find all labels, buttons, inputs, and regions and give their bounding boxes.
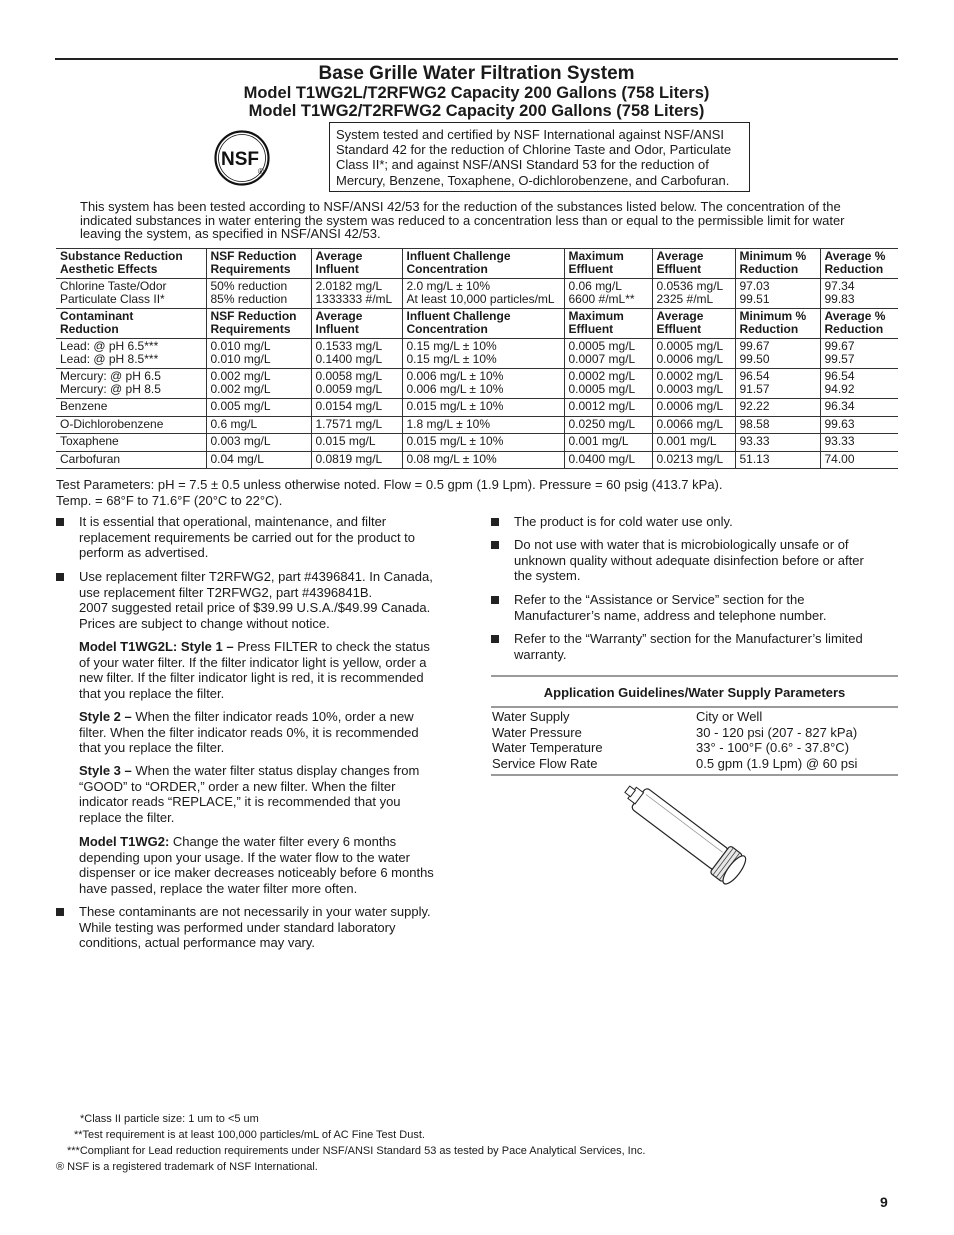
guidelines-bottom-rule (491, 774, 898, 776)
cell-line: Minimum % (739, 309, 807, 323)
nsf-logo (214, 130, 270, 186)
cell-line: Effluent (568, 321, 614, 336)
table-cell (820, 451, 898, 469)
table-cell (56, 399, 206, 417)
cell-line: Effluent (656, 321, 702, 336)
cell-line: 96.34 (824, 399, 855, 413)
cell-line: Average (315, 309, 363, 323)
table-cell (564, 369, 652, 399)
table-cell (56, 339, 206, 369)
page-number: 9 (880, 1194, 888, 1210)
cell-line: 1.8 mg/L ± 10% (406, 416, 491, 431)
model-subtitle-1: Model T1WG2L/T2RFWG2 Capacity 200 Gallons (758 Liters) (243, 84, 710, 102)
table-cell (735, 434, 820, 452)
model2-paragraph: Model T1WG2: Change the water filter every 6 months depending upon your usage. If the water flow to the water dispenser or ice maker decreases noticeably before 6 months have passed, replace the water filter more often. (79, 834, 434, 896)
water-filter-illustration (618, 778, 768, 902)
cell-line: 0.015 mg/L (315, 434, 376, 448)
table-header-cell (206, 309, 311, 339)
cell-line: 99.67 (739, 339, 770, 353)
application-guidelines (491, 675, 898, 776)
cell-line: 0.0006 mg/L (656, 399, 724, 413)
table-row (56, 399, 898, 417)
cell-line: Average % (824, 309, 886, 323)
table-cell (820, 416, 898, 434)
table-header-cell (402, 249, 564, 279)
cell-line: NSF Reduction (210, 249, 297, 263)
table-cell (402, 279, 564, 309)
table-cell (206, 451, 311, 469)
cell-line: 0.0006 mg/L (656, 351, 724, 366)
table-cell (311, 399, 402, 417)
cell-line: 96.54 (824, 369, 855, 383)
guidelines-row (491, 725, 898, 741)
table-cell (735, 416, 820, 434)
cell-line: Minimum % (739, 249, 807, 263)
cell-line: 6600 #/mL** (568, 291, 635, 306)
guidelines-row (491, 740, 898, 756)
table-row (56, 369, 898, 399)
table-cell (206, 399, 311, 417)
intro-line: This system has been tested according to NSF/ANSI 42/53 for the reduction of the substances listed below. The concentration of the (80, 199, 841, 214)
table-cell (735, 279, 820, 309)
style1-heading: Model T1WG2L: Style 1 – (79, 639, 234, 654)
table-cell (311, 369, 402, 399)
table-cell (56, 279, 206, 309)
cert-line: Class II*; and against NSF/ANSI Standard 53 for the reduction of (336, 157, 709, 173)
table-header-cell (564, 309, 652, 339)
cell-line: 0.002 mg/L (210, 381, 271, 396)
guidelines-label: Service Flow Rate (492, 755, 598, 771)
cell-line: Requirements (210, 321, 291, 336)
table-cell (311, 451, 402, 469)
cell-line: 0.0005 mg/L (568, 339, 636, 353)
table-cell (206, 434, 311, 452)
intro-line: leaving the system, as specified in NSF/ANSI 42/53. (80, 226, 381, 241)
cert-line: System tested and certified by NSF International against NSF/ANSI (336, 127, 725, 142)
table-header-row (56, 249, 898, 279)
footnote-trademark: ® NSF is a registered trademark of NSF International. (56, 1161, 318, 1173)
style1-paragraph: Model T1WG2L: Style 1 – Press FILTER to check the status of your water filter. If the filter indicator light is yellow, order a new filter. If the filter indicator light is red, it is recommended that you replace the filter. (79, 639, 430, 701)
cell-line: 0.0536 mg/L (656, 279, 724, 293)
table-header-cell (56, 309, 206, 339)
table-header-cell (652, 249, 735, 279)
table-cell (56, 416, 206, 434)
guidelines-value: City or Well (696, 709, 763, 724)
cell-line: 0.0007 mg/L (568, 351, 636, 366)
cell-line: Requirements (210, 261, 291, 276)
table-header-cell (735, 309, 820, 339)
cell-line: 0.0058 mg/L (315, 369, 383, 383)
table-cell (652, 369, 735, 399)
cell-line: 0.08 mg/L ± 10% (406, 451, 497, 466)
table-cell (652, 279, 735, 309)
table-cell (820, 399, 898, 417)
table-header-row (56, 309, 898, 339)
cell-line: Aesthetic Effects (60, 261, 158, 276)
intro-line: indicated substances in water entering the system was reduced to a concentration less than or equal to the permissible limit for water (80, 212, 845, 228)
cell-line: Average % (824, 249, 886, 263)
table-cell (56, 451, 206, 469)
table-cell (402, 451, 564, 469)
cell-line: 0.001 mg/L (568, 434, 629, 448)
cell-line: Influent (315, 321, 359, 336)
cert-line: Standard 42 for the reduction of Chlorine Taste and Odor, Particulate (336, 142, 732, 158)
cell-line: 2.0182 mg/L (315, 279, 383, 293)
cell-line: 0.0250 mg/L (568, 416, 636, 431)
cell-line: 0.0213 mg/L (656, 451, 724, 466)
cell-line: 99.67 (824, 339, 855, 353)
bullet-square-icon (56, 908, 64, 916)
table-row (56, 434, 898, 452)
cell-line: 0.0005 mg/L (656, 339, 724, 353)
table-header-cell (564, 249, 652, 279)
table-header-cell (402, 309, 564, 339)
test-parameters-line: Test Parameters: pH = 7.5 ± 0.5 unless otherwise noted. Flow = 0.5 gpm (1.9 Lpm). Pressure = 60 psig (413.7 kPa). (56, 477, 723, 492)
cell-line: 0.0154 mg/L (315, 399, 383, 413)
table-cell (564, 399, 652, 417)
cell-line: Reduction (824, 321, 884, 336)
cell-line: 0.010 mg/L (210, 351, 271, 366)
cell-line: 0.06 mg/L (568, 279, 622, 293)
cell-line: Average (315, 249, 363, 263)
cell-line: 0.0002 mg/L (568, 369, 636, 383)
table-row (56, 416, 898, 434)
cell-line: 92.22 (739, 399, 770, 413)
bullet-text: The product is for cold water use only. (514, 514, 733, 529)
guidelines-value: 33° - 100°F (0.6° - 37.8°C) (696, 740, 850, 755)
table-cell (564, 434, 652, 452)
guidelines-mid-rule (491, 706, 898, 708)
guidelines-label: Water Temperature (492, 740, 603, 755)
table-header-cell (820, 249, 898, 279)
cell-line: 0.006 mg/L ± 10% (406, 381, 504, 396)
table-header-cell (311, 309, 402, 339)
cell-line: 99.57 (824, 351, 855, 366)
model2-heading: Model T1WG2: (79, 834, 170, 849)
bullet-square-icon (56, 518, 64, 526)
cell-line: Maximum (568, 249, 624, 263)
table-cell (652, 416, 735, 434)
cell-line: Toxaphene (60, 434, 119, 448)
cell-line: Chlorine Taste/Odor (60, 279, 167, 293)
table-cell (735, 451, 820, 469)
table-header-cell (735, 249, 820, 279)
cell-line: Particulate Class II* (60, 291, 165, 306)
table-cell (206, 369, 311, 399)
cell-line: 0.010 mg/L (210, 339, 271, 353)
nsf-logo-text: NSF (221, 149, 259, 170)
bullet-square-icon (491, 635, 499, 643)
table-row (56, 279, 898, 309)
table-cell (311, 339, 402, 369)
guidelines-label: Water Pressure (492, 724, 582, 740)
table-cell (564, 451, 652, 469)
cell-line: Influent Challenge (406, 249, 511, 263)
cell-line: Mercury: @ pH 6.5 (60, 369, 161, 383)
table-header-cell (311, 249, 402, 279)
cell-line: Influent Challenge (406, 309, 511, 323)
table-cell (652, 399, 735, 417)
cell-line: 51.13 (739, 451, 770, 466)
cell-line: 50% reduction (210, 279, 288, 293)
bullet-square-icon (56, 573, 64, 581)
table-cell (402, 369, 564, 399)
table-cell (735, 399, 820, 417)
cell-line: 0.015 mg/L ± 10% (406, 399, 504, 413)
certification-box (329, 122, 750, 192)
guidelines-table (491, 709, 898, 771)
table-cell (56, 369, 206, 399)
cell-line: 93.33 (824, 434, 855, 448)
table-cell (206, 416, 311, 434)
bullet-text: These contaminants are not necessarily in your water supply. While testing was performed under standard laboratory conditions, actual performance may vary. (79, 904, 431, 950)
guidelines-label: Water Supply (492, 709, 570, 724)
cell-line: 0.15 mg/L ± 10% (406, 339, 497, 353)
cell-line: 1333333 #/mL (315, 291, 393, 306)
style3-paragraph: Style 3 – When the water filter status display changes from “GOOD” to “ORDER,” order a new filter. When the filter indicator reads “REPLACE,” it is recommended that you replace the filter. (79, 763, 420, 825)
cell-line: 0.001 mg/L (656, 434, 717, 448)
guidelines-value: 30 - 120 psi (207 - 827 kPa) (696, 724, 858, 740)
style2-paragraph: Style 2 – When the filter indicator reads 10%, order a new filter. When the filter indicator reads 0%, it is recommended that you replace the filter. (79, 709, 419, 755)
table-cell (652, 339, 735, 369)
cell-line: O-Dichlorobenzene (60, 416, 164, 431)
cell-line: 99.50 (739, 351, 770, 366)
cell-line: 0.0819 mg/L (315, 451, 383, 466)
cell-line: Lead: @ pH 8.5*** (60, 351, 159, 366)
cell-line: 74.00 (824, 451, 855, 466)
style2-heading: Style 2 – (79, 709, 132, 724)
footnote-test-requirement: **Test requirement is at least 100,000 particles/mL of AC Fine Test Dust. (74, 1129, 425, 1141)
cell-line: 0.002 mg/L (210, 369, 271, 383)
cell-line: 0.0400 mg/L (568, 451, 636, 466)
cell-line: 0.0059 mg/L (315, 381, 383, 396)
cell-line: Effluent (568, 261, 614, 276)
table-cell (735, 339, 820, 369)
table-cell (402, 399, 564, 417)
guidelines-title: Application Guidelines/Water Supply Parameters (543, 685, 846, 700)
cell-line: 0.0003 mg/L (656, 381, 724, 396)
footnote-lead-compliance: ***Compliant for Lead reduction requirements under NSF/ANSI Standard 53 as tested by Pace Analytical Services, Inc. (67, 1145, 646, 1157)
table-cell (652, 451, 735, 469)
nsf-registered-mark: ® (258, 167, 264, 176)
cell-line: 85% reduction (210, 291, 288, 306)
cell-line: Lead: @ pH 6.5*** (60, 339, 159, 353)
table-cell (206, 279, 311, 309)
cell-line: 0.1533 mg/L (315, 339, 383, 353)
cell-line: 93.33 (739, 434, 770, 448)
table-cell (402, 434, 564, 452)
cell-line: 2.0 mg/L ± 10% (406, 279, 491, 293)
cell-line: 0.0066 mg/L (656, 416, 724, 431)
table-cell (820, 339, 898, 369)
page-title: Base Grille Water Filtration System (318, 63, 635, 84)
cell-line: 99.63 (824, 416, 855, 431)
cell-line: 94.92 (824, 381, 855, 396)
test-parameters (56, 477, 896, 509)
table-cell (820, 279, 898, 309)
cell-line: Contaminant (60, 309, 134, 323)
cell-line: Influent (315, 261, 359, 276)
test-parameters-line: Temp. = 68°F to 71.6°F (20°C to 22°C). (56, 493, 283, 508)
guidelines-row (491, 709, 898, 725)
cell-line: Average (656, 249, 704, 263)
guidelines-row (491, 756, 898, 772)
cell-line: 0.1400 mg/L (315, 351, 383, 366)
cell-line: 0.0005 mg/L (568, 381, 636, 396)
intro-paragraph (80, 200, 880, 241)
cell-line: 99.51 (739, 291, 770, 306)
cell-line: 0.0012 mg/L (568, 399, 636, 413)
cell-line: 98.58 (739, 416, 770, 431)
table-cell (820, 434, 898, 452)
cell-line: At least 10,000 particles/mL (406, 291, 555, 306)
cell-line: Benzene (60, 399, 108, 413)
table-row (56, 451, 898, 469)
table-header-cell (820, 309, 898, 339)
bullet-text: Refer to the “Warranty” section for the Manufacturer’s limited warranty. (514, 631, 863, 662)
cell-line: Concentration (406, 261, 488, 276)
cell-line: 0.04 mg/L (210, 451, 264, 466)
cell-line: 2325 #/mL (656, 291, 714, 306)
cell-line: 0.015 mg/L ± 10% (406, 434, 504, 448)
table-cell (564, 416, 652, 434)
bullet-text: Refer to the “Assistance or Service” section for the Manufacturer’s name, address and telephone number. (514, 592, 827, 623)
cert-line: Mercury, Benzene, Toxaphene, O-dichlorobenzene, and Carbofuran. (336, 172, 730, 188)
cell-line: 96.54 (739, 369, 770, 383)
cell-line: 0.15 mg/L ± 10% (406, 351, 497, 366)
bullet-text: Do not use with water that is microbiologically unsafe or of unknown quality without adequate disinfection before or after the system. (514, 537, 864, 583)
bullet-text: It is essential that operational, maintenance, and filter replacement requirements be carried out for the product to perform as advertised. (79, 514, 416, 560)
performance-table (56, 248, 898, 469)
guidelines-value: 0.5 gpm (1.9 Lpm) @ 60 psi (696, 755, 858, 771)
cell-line: Reduction (739, 321, 799, 336)
bullet-square-icon (491, 596, 499, 604)
table-cell (311, 279, 402, 309)
style3-heading: Style 3 – (79, 763, 132, 778)
table-cell (402, 416, 564, 434)
cell-line: Maximum (568, 309, 624, 323)
table-header-cell (206, 249, 311, 279)
cell-line: Mercury: @ pH 8.5 (60, 381, 161, 396)
cell-line: Reduction (60, 321, 119, 336)
table-cell (564, 279, 652, 309)
cell-line: 1.7571 mg/L (315, 416, 383, 431)
bullet-text: Use replacement filter T2RFWG2, part #4396841. In Canada, use replacement filter T2RFWG2, part #4396841B. 2007 suggested retail price of $39.99 U.S.A./$49.99 Canada. Prices are subject to change without notice. (79, 569, 433, 631)
cell-line: 99.83 (824, 291, 855, 306)
cell-line: Effluent (656, 261, 702, 276)
cell-line: Substance Reduction (60, 249, 183, 263)
cell-line: NSF Reduction (210, 309, 297, 323)
cell-line: 0.005 mg/L (210, 399, 271, 413)
table-cell (402, 339, 564, 369)
cell-line: Carbofuran (60, 451, 121, 466)
bullet-square-icon (491, 518, 499, 526)
cell-line: 0.0002 mg/L (656, 369, 724, 383)
table-cell (311, 434, 402, 452)
cell-line: 97.03 (739, 279, 770, 293)
table-header-cell (652, 309, 735, 339)
table-cell (564, 339, 652, 369)
cell-line: 0.003 mg/L (210, 434, 271, 448)
table-cell (652, 434, 735, 452)
model-subtitle-2: Model T1WG2/T2RFWG2 Capacity 200 Gallons (758 Liters) (248, 102, 705, 120)
table-cell (820, 369, 898, 399)
table-cell (206, 339, 311, 369)
cell-line: 91.57 (739, 381, 770, 396)
cell-line: Reduction (739, 261, 799, 276)
table-row (56, 339, 898, 369)
cell-line: 0.6 mg/L (210, 416, 258, 431)
top-rule (55, 58, 898, 60)
table-cell (735, 369, 820, 399)
cell-line: 0.006 mg/L ± 10% (406, 369, 504, 383)
cell-line: Concentration (406, 321, 488, 336)
table-cell (311, 416, 402, 434)
cell-line: Reduction (824, 261, 884, 276)
table-cell (56, 434, 206, 452)
bullet-square-icon (491, 541, 499, 549)
cell-line: 97.34 (824, 279, 855, 293)
table-header-cell (56, 249, 206, 279)
footnote-class-ii: *Class II particle size: 1 um to <5 um (80, 1113, 259, 1125)
cell-line: Average (656, 309, 704, 323)
